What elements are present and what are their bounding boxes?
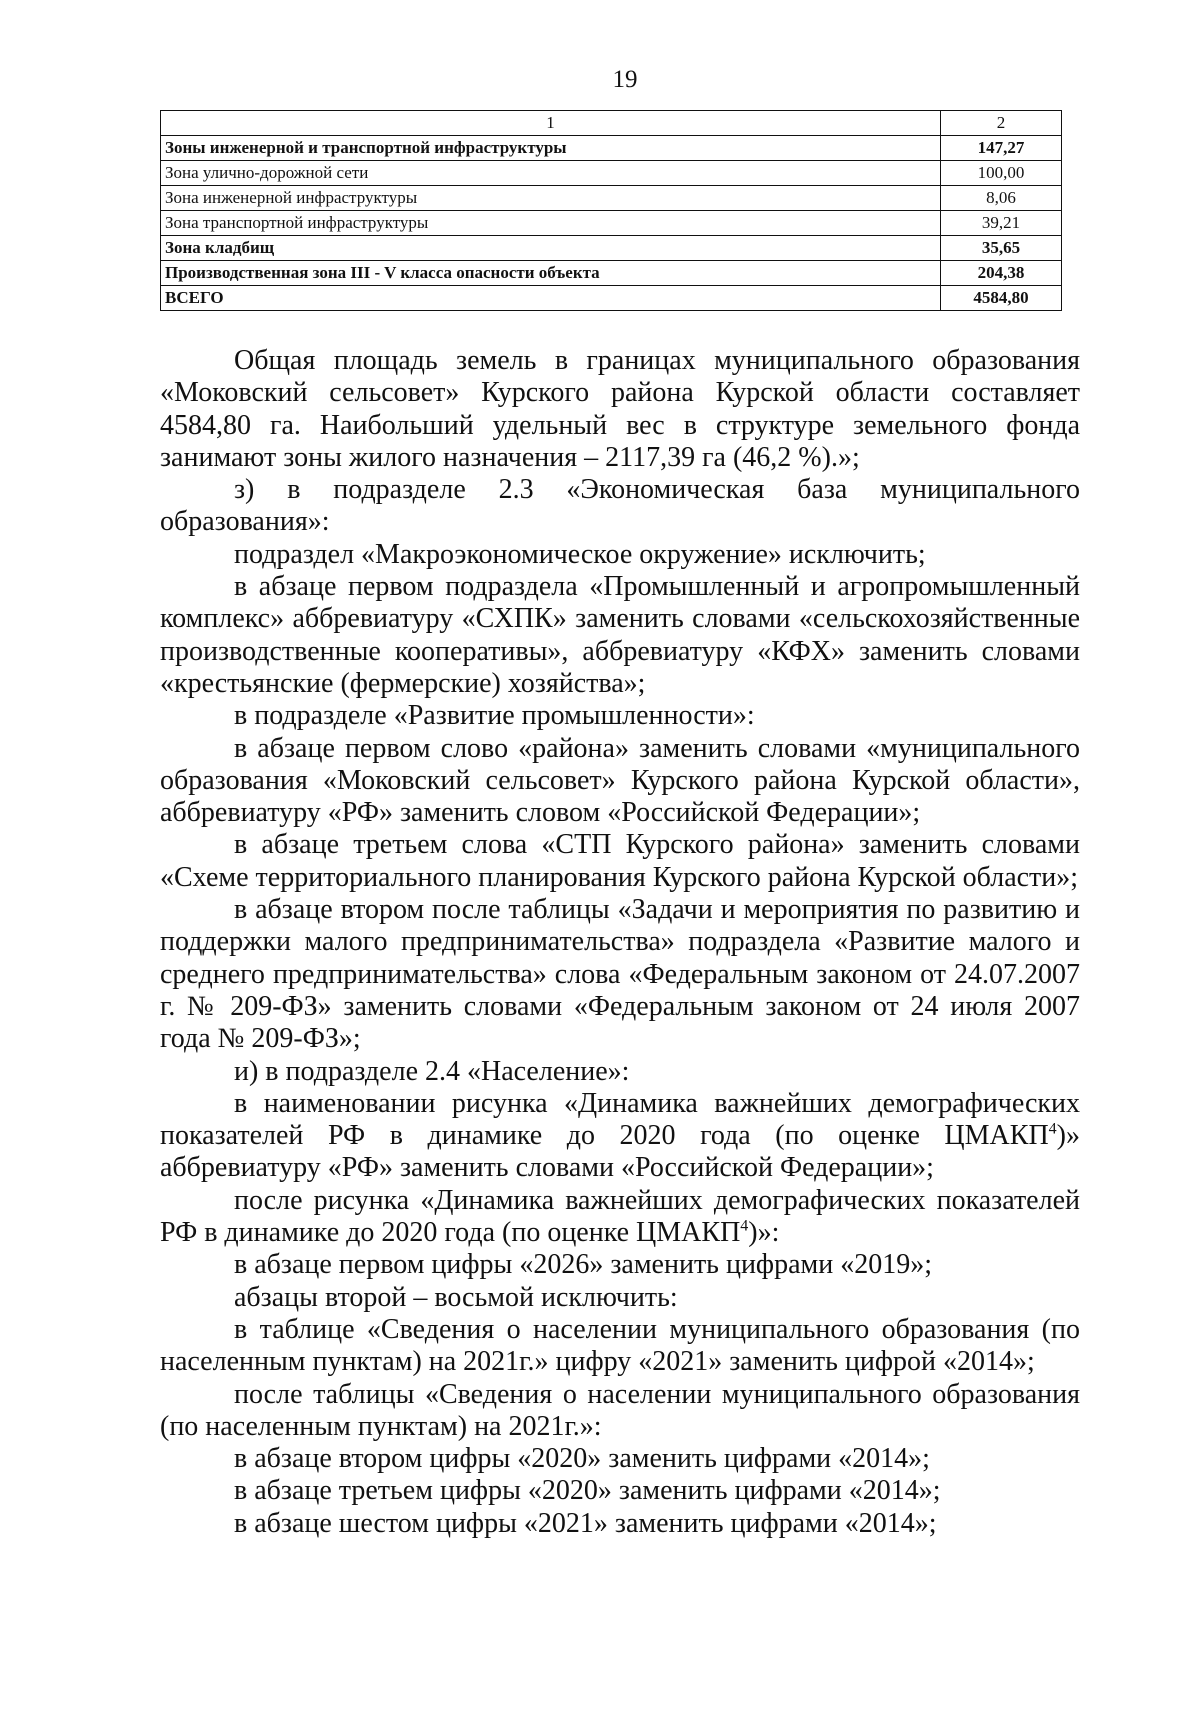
document-body: [160, 345, 1080, 1540]
zone-name-cell: Зона улично-дорожной сети: [161, 161, 941, 186]
land-zones-table: [160, 110, 1062, 311]
paragraph: в таблице «Сведения о населении муниципального образования (по населенным пунктам) на 2021г.» цифру «2021» заменить цифрой «2014»;: [160, 1313, 1080, 1378]
paragraph: в абзаце шестом цифры «2021» заменить цифрами «2014»;: [234, 1507, 937, 1539]
paragraph-text: )»:: [748, 1217, 780, 1249]
paragraph: в подразделе «Развитие промышленности»:: [234, 700, 755, 732]
page-number: 19: [612, 66, 638, 93]
zone-area-cell: 204,38: [941, 261, 1062, 286]
zone-area-cell: 8,06: [941, 186, 1062, 211]
table-total-row: [161, 286, 1062, 311]
paragraph: з) в подразделе 2.3 «Экономическая база муниципального образования»:: [160, 474, 1080, 538]
table-row: [161, 261, 1062, 286]
total-value-cell: 4584,80: [941, 286, 1062, 311]
paragraph: в абзаце втором после таблицы «Задачи и мероприятия по развитию и поддержки малого предпринимательства» подраздела «Развитие малого и среднего предпринимательства» слова «Федеральным законом от 24.07.2007 г. № 209-ФЗ» заменить словами «Федеральным законом от 24 июля 2007 года № 209-ФЗ»;: [160, 894, 1080, 1055]
paragraph-text: в наименовании рисунка «Динамика важнейших демографических показателей РФ в динамике до 2020 года (по оценке ЦМАКП: [160, 1087, 1080, 1152]
paragraph: в абзаце втором цифры «2020» заменить цифрами «2014»;: [234, 1443, 930, 1475]
paragraph: после таблицы «Сведения о населении муниципального образования (по населенным пунктам) на 2021г.»:: [160, 1378, 1080, 1442]
column-header: 2: [941, 111, 1062, 136]
zone-area-cell: 39,21: [941, 211, 1062, 236]
paragraph-text: )» аббревиатуру «РФ» заменить словами «Российской Федерации»;: [160, 1120, 1080, 1184]
zone-name-cell: Производственная зона III - V класса опасности объекта: [161, 261, 941, 286]
paragraph: в абзаце третьем цифры «2020» заменить цифрами «2014»;: [234, 1475, 941, 1507]
zone-name-cell: Зона транспортной инфраструктуры: [161, 211, 941, 236]
zone-area-cell: 35,65: [941, 236, 1062, 261]
zone-name-cell: Зона кладбищ: [161, 236, 941, 261]
paragraph: в абзаце первом слово «района» заменить словами «муниципального образования «Моковский сельсовет» Курского района Курской области», аббревиатуру «РФ» заменить словом «Российской Федерации»;: [160, 732, 1080, 829]
table-row: [161, 211, 1062, 236]
table-header-row: [161, 111, 1062, 136]
paragraph: подраздел «Макроэкономическое окружение» исключить;: [234, 538, 926, 570]
paragraph: и) в подразделе 2.4 «Население»:: [234, 1055, 630, 1087]
table-row: [161, 161, 1062, 186]
zone-name-cell: Зона инженерной инфраструктуры: [161, 186, 941, 211]
table-row: [161, 236, 1062, 261]
paragraph: [160, 1088, 1080, 1185]
table-row: [161, 186, 1062, 211]
zone-area-cell: 100,00: [941, 161, 1062, 186]
paragraph: абзацы второй – восьмой исключить:: [234, 1281, 678, 1313]
paragraph-text: после рисунка «Динамика важнейших демографических показателей РФ в динамике до 2020 года (по оценке ЦМАКП: [160, 1184, 1080, 1249]
total-label-cell: ВСЕГО: [161, 286, 941, 311]
table-row: [161, 136, 1062, 161]
footnote-ref: 4: [740, 1217, 749, 1235]
paragraph: в абзаце первом подраздела «Промышленный и агропромышленный комплекс» аббревиатуру «СХПК» заменить словами «сельскохозяйственные производственные кооперативы», аббревиатуру «КФХ» заменить словами «крестьянские (фермерские) хозяйства»;: [160, 571, 1080, 699]
paragraph: в абзаце третьем слова «СТП Курского района» заменить словами «Схеме территориального планирования Курского района Курской области»;: [160, 829, 1080, 893]
zone-area-cell: 147,27: [941, 136, 1062, 161]
paragraph: [160, 1185, 1080, 1250]
column-header: 1: [161, 111, 941, 136]
zone-name-cell: Зоны инженерной и транспортной инфраструктуры: [161, 136, 941, 161]
footnote-ref: 4: [1048, 1120, 1057, 1138]
paragraph: Общая площадь земель в границах муниципального образования «Моковский сельсовет» Курского района Курской области составляет 4584,80 га. Наибольший удельный вес в структуре земельного фонда занимают зоны жилого назначения – 2117,39 га (46,2 %).»;: [160, 345, 1080, 473]
paragraph: в абзаце первом цифры «2026» заменить цифрами «2019»;: [234, 1249, 932, 1281]
